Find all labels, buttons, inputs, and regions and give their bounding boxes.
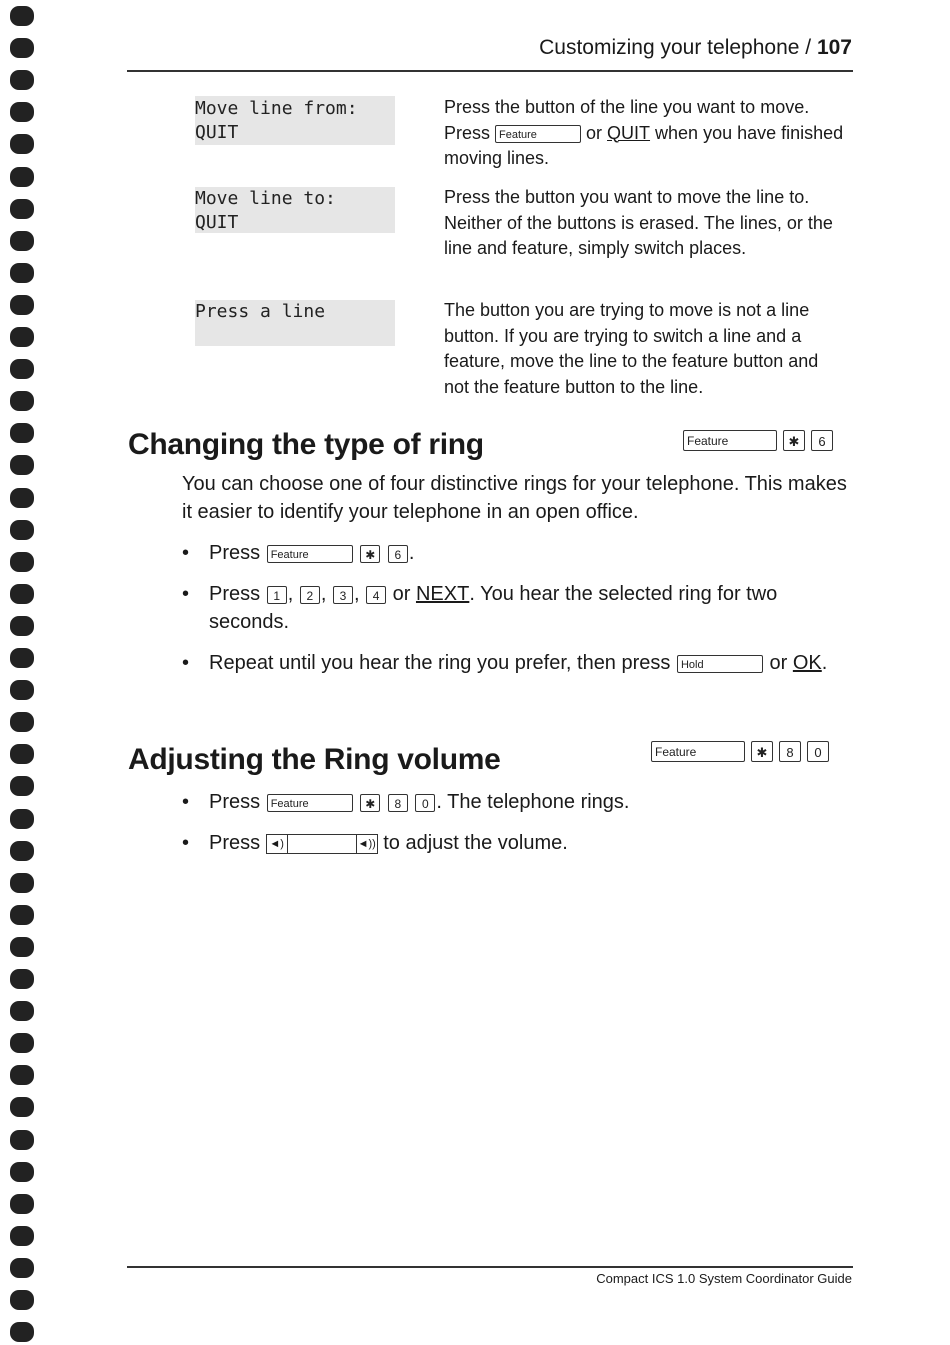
bullet-icon: • (182, 583, 190, 605)
binding-hole-icon (10, 937, 34, 957)
binding-hole-icon (10, 70, 34, 90)
ring-step-2: • Press 1 , 2 , 3 , 4 or NEXT. You hear the selected ring for two seconds. (182, 580, 852, 636)
bullet-icon: • (182, 652, 190, 674)
binding-hole-icon (10, 6, 34, 26)
display-screen-move-to (195, 187, 395, 233)
feature-key-icon: Feature (267, 794, 353, 812)
binding-hole-icon (10, 520, 34, 540)
digit-0-key-icon: 0 (415, 794, 435, 812)
binding-hole-icon (10, 744, 34, 764)
binding-hole-icon (10, 423, 34, 443)
binding-hole-icon (10, 712, 34, 732)
volume-step-1: • Press Feature ✱ 8 0 . The telephone rings. (182, 788, 852, 816)
binding-hole-icon (10, 199, 34, 219)
binding-hole-icon (10, 359, 34, 379)
volume-up-icon: ◄)) (356, 835, 377, 853)
binding-hole-icon (10, 295, 34, 315)
section-title-ring-volume: Adjusting the Ring volume (128, 743, 501, 776)
ring-feature-code (683, 430, 833, 451)
star-key-icon: ✱ (360, 545, 380, 563)
hold-key-icon: Hold (677, 655, 763, 673)
star-key-icon: ✱ (783, 430, 805, 451)
feature-key-icon: Feature (495, 125, 581, 143)
binding-hole-icon (10, 488, 34, 508)
spiral-binding (10, 0, 36, 1345)
binding-hole-icon (10, 1033, 34, 1053)
page-footer: Compact ICS 1.0 System Coordinator Guide (596, 1271, 852, 1286)
digit-6-key-icon: 6 (811, 430, 833, 451)
softkey-ok: OK (792, 652, 822, 674)
binding-hole-icon (10, 327, 34, 347)
binding-hole-icon (10, 1194, 34, 1214)
binding-hole-icon (10, 1322, 34, 1342)
digit-1-key-icon: 1 (267, 586, 287, 604)
volume-control-key-icon (266, 834, 378, 854)
display-line-1: Press a line (195, 301, 326, 322)
binding-hole-icon (10, 455, 34, 475)
binding-hole-icon (10, 1065, 34, 1085)
binding-hole-icon (10, 552, 34, 572)
binding-hole-icon (10, 680, 34, 700)
digit-2-key-icon: 2 (300, 586, 320, 604)
bullet-icon: • (182, 832, 190, 854)
feature-key-icon: Feature (267, 545, 353, 563)
digit-0-key-icon: 0 (807, 741, 829, 762)
display-line-2: QUIT (195, 212, 239, 233)
page-number: 107 (816, 36, 852, 59)
digit-3-key-icon: 3 (333, 586, 353, 604)
digit-8-key-icon: 8 (779, 741, 801, 762)
section-title-ring-type: Changing the type of ring (128, 428, 484, 461)
binding-hole-icon (10, 1097, 34, 1117)
star-key-icon: ✱ (751, 741, 773, 762)
footer-rule (127, 1266, 853, 1268)
description-press-line: The button you are trying to move is not a line button. If you are trying to switch a line and a feature, move the line to the feature button and not the feature button to the line. (444, 300, 819, 397)
volume-down-icon: ◄) (267, 835, 288, 853)
binding-hole-icon (10, 841, 34, 861)
binding-hole-icon (10, 809, 34, 829)
header-rule (127, 70, 853, 72)
volume-step-2: • Press ◄) ◄)) to adjust the volume. (182, 829, 852, 857)
digit-8-key-icon: 8 (388, 794, 408, 812)
binding-hole-icon (10, 584, 34, 604)
display-line-1: Move line from: (195, 98, 358, 119)
binding-hole-icon (10, 1162, 34, 1182)
softkey-next: NEXT (415, 583, 470, 605)
binding-hole-icon (10, 969, 34, 989)
binding-hole-icon (10, 776, 34, 796)
binding-hole-icon (10, 616, 34, 636)
feature-key-icon: Feature (651, 741, 745, 762)
softkey-quit: QUIT (607, 122, 651, 143)
bullet-icon: • (182, 791, 190, 813)
digit-4-key-icon: 4 (366, 586, 386, 604)
ring-intro: You can choose one of four distinctive rings for your telephone. This makes it easier to identify your telephone in an open office. (182, 473, 847, 523)
binding-hole-icon (10, 648, 34, 668)
binding-hole-icon (10, 1258, 34, 1278)
volume-feature-code (651, 741, 829, 762)
description-move-to: Press the button you want to move the line to. Neither of the buttons is erased. The lines, or the line and feature, simply switch places. (444, 187, 833, 258)
binding-hole-icon (10, 167, 34, 187)
binding-hole-icon (10, 102, 34, 122)
ring-step-1: • Press Feature ✱ 6 . (182, 539, 852, 567)
binding-hole-icon (10, 134, 34, 154)
header-title: Customizing your telephone / (539, 36, 817, 59)
binding-hole-icon (10, 1001, 34, 1021)
display-line-1: Move line to: (195, 188, 336, 209)
star-key-icon: ✱ (360, 794, 380, 812)
display-line-2: QUIT (195, 122, 239, 143)
bullet-icon: • (182, 542, 190, 564)
binding-hole-icon (10, 391, 34, 411)
page-header (127, 36, 852, 60)
binding-hole-icon (10, 1290, 34, 1310)
binding-hole-icon (10, 231, 34, 251)
binding-hole-icon (10, 1130, 34, 1150)
ring-step-3: • Repeat until you hear the ring you prefer, then press Hold or OK. (182, 649, 852, 677)
description-move-from: Press the button of the line you want to move. Press Feature or QUIT when you have finished moving lines. (444, 97, 844, 168)
binding-hole-icon (10, 263, 34, 283)
feature-key-icon: Feature (683, 430, 777, 451)
digit-6-key-icon: 6 (388, 545, 408, 563)
binding-hole-icon (10, 1226, 34, 1246)
binding-hole-icon (10, 873, 34, 893)
display-screen-press-line (195, 300, 395, 346)
display-screen-move-from (195, 96, 395, 145)
binding-hole-icon (10, 38, 34, 58)
binding-hole-icon (10, 905, 34, 925)
